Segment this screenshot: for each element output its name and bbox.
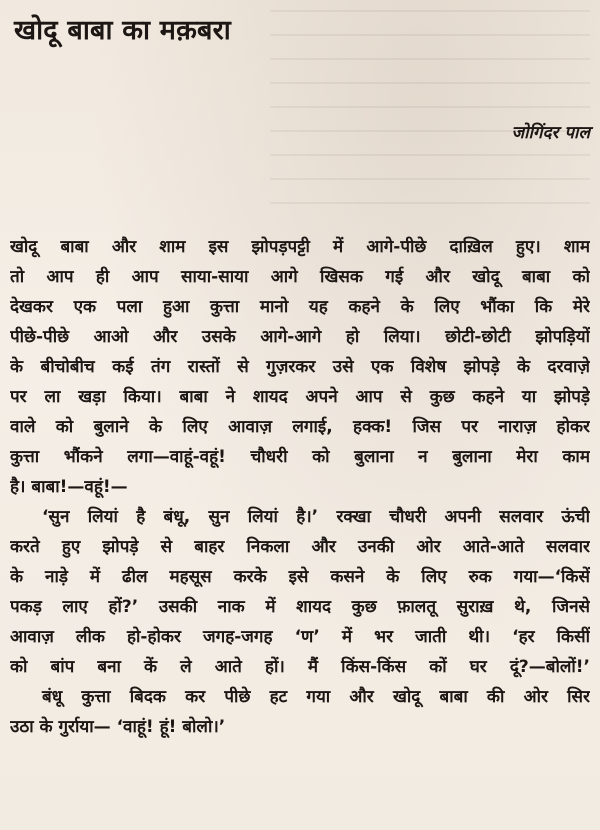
text-line: कुत्ता भौंकने लगा—वाहूं-वहूं! चौधरी को बुलाना न बुलाना मेरा काम (10, 447, 590, 467)
text-line: को बांप बना कें ले आते हों। मैं किंस-किंस कों घर दूं?—बोलों!’ (10, 657, 590, 677)
author-name: जोगिंदर पाल (511, 123, 590, 143)
text-line: उठा के गुर्राया— ‘वाहूं! हूं! बोलो।’ (10, 717, 226, 737)
show-through-texture (270, 10, 590, 210)
story-title: खोदू बाबा का मक़बरा (14, 15, 231, 46)
text-line: के बीचोबीच कई तंग रास्तों से गुज़रकर उसे एक विशेष झोपड़े के दरवाज़े (10, 357, 590, 377)
text-line: देखकर एक पला हुआ कुत्ता मानो यह कहने के लिए भौंका कि मेरे (10, 297, 590, 317)
text-line: ‘सुन लियां है बंधू, सुन लियां है।’ रक्खा चौधरी अपनी सलवार ऊंची (42, 507, 590, 527)
text-line: पीछे-पीछे आओ और उसके आगे-आगे हो लिया। छोटी-छोटी झोपड़ियों (10, 327, 590, 347)
text-line: खोदू बाबा और शाम इस झोपड़पट्टी में आगे-पीछे दाख़िल हुए। शाम (10, 237, 590, 257)
text-line: पर ला खड़ा किया। बाबा ने शायद अपने आप से कुछ कहने या झोपड़े (10, 387, 590, 407)
text-line: बंधू कुत्ता बिदक कर पीछे हट गया और खोदू बाबा की ओर सिर (42, 687, 590, 707)
text-line: के नाड़े में ढील महसूस करके इसे कसने के लिए रुक गया—‘किसें (10, 567, 590, 587)
story-body (10, 232, 590, 742)
text-line: है। बाबा!—वहूं!— (10, 477, 128, 497)
text-line: आवाज़ लीक हो-होकर जगह-जगह ‘ण’ में भर जाती थी। ‘हर किसीं (10, 627, 590, 647)
text-line: वाले को बुलाने के लिए आवाज़ लगाई, हक्क! जिस पर नाराज़ होकर (10, 417, 590, 437)
text-line: पकड़ लाए हों?’ उसकी नाक में शायद कुछ फ़ालतू सुराख़ थे, जिनसे (10, 597, 590, 617)
text-line: करते हुए झोपड़े से बाहर निकला और उनकी ओर आते-आते सलवार (10, 537, 590, 557)
text-line: तो आप ही आप साया-साया आगे खिसक गई और खोदू बाबा को (10, 267, 590, 287)
